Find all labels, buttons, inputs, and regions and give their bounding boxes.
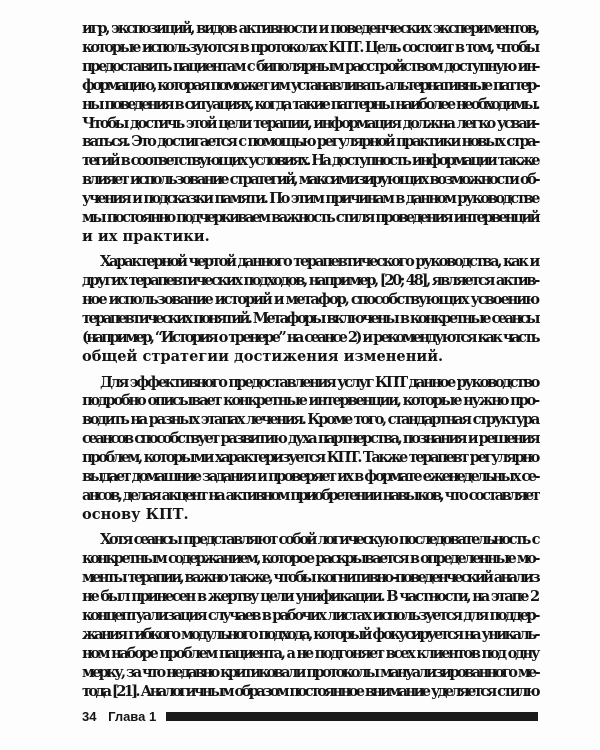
paragraph <box>82 374 538 525</box>
text-line: ном наборе проблем пациента, а не подгоняет всех клиентов под одну <box>82 644 539 662</box>
text-line: терапевтических понятий. Метафоры включены в конкретные сеансы <box>82 310 539 328</box>
chapter-label: Глава 1 <box>108 709 157 724</box>
text-line: других терапевтических подходов, например, [20; 48], является актив- <box>82 272 538 290</box>
text-line: и их практики. <box>82 227 210 245</box>
text-line: ны поведения в ситуациях, когда такие паттерны наиболее необходимы. <box>82 95 539 113</box>
text-line: которые используются в протоколах КПТ. Цель состоит в том, чтобы <box>82 38 539 56</box>
text-line: выдает домашние задания и проверяет их в формате еженедельных се- <box>82 468 538 486</box>
text-line: Чтобы достичь этой цели терапии, информация должна легко усваи- <box>82 114 538 132</box>
text-line: общей стратегии достижения изменений. <box>82 348 444 365</box>
body-text <box>82 20 538 708</box>
text-line: Для эффективного предоставления услуг КПТ данное руководство <box>100 373 539 391</box>
text-line: мы постоянно подчеркиваем важность стиля проведения интервенций <box>82 209 538 227</box>
paragraph <box>82 531 538 701</box>
text-line: менты терапии, важно также, чтобы когнитивно-поведенческий анализ <box>82 569 539 587</box>
text-line: тегий в соответствующих условиях. На доступность информации также <box>82 152 538 170</box>
page-footer <box>82 709 538 725</box>
text-line: основу КПТ. <box>82 505 189 523</box>
text-line: (например, “История о тренере” на сеансе 2) и рекомендуются как часть <box>82 329 539 347</box>
text-line: проблем, которыми характеризуется КПТ. Также терапевт регулярно <box>82 449 538 467</box>
text-line: сеансов способствует развитию духа партнерства, познания и решения <box>82 430 538 448</box>
paragraph <box>82 253 538 366</box>
text-line: ное использование историй и метафор, способствующих усвоению <box>82 291 539 309</box>
text-line: концептуализация случаев в рабочих листах используется для поддер- <box>82 606 538 624</box>
footer-rule <box>166 712 538 721</box>
text-line: влияет использование стратегий, максимизирующих возможности об- <box>82 171 538 189</box>
text-line: конкретным содержанием, которое раскрывается в определенные мо- <box>82 550 539 568</box>
text-line: мерку, за что недавно критиковали протоколы мануализированного ме- <box>82 663 539 681</box>
text-line: Характерной чертой данного терапевтического руководства, как и <box>100 253 538 271</box>
text-line: ваться. Это достигается с помощью регулярной практики новых стра- <box>82 133 539 151</box>
paragraph <box>82 20 538 247</box>
text-line: тода [21]. Аналогичным образом постоянное внимание уделяется стилю <box>82 682 538 700</box>
text-line: предоставить пациентам с биполярным расстройством доступную ин- <box>82 57 538 75</box>
text-line: игр, экспозиций, видов активности и поведенческих экспериментов, <box>82 20 539 37</box>
text-line: водить на разных этапах лечения. Кроме того, стандартная структура <box>82 411 538 429</box>
text-line: подробно описывает конкретные интервенции, которые нужно про- <box>82 392 539 410</box>
text-line: Хотя сеансы представляют собой логическую последовательность с <box>100 531 538 549</box>
page-number: 34 <box>82 709 97 724</box>
text-line: жания гибкого модульного подхода, который фокусируется на уникаль- <box>82 625 538 643</box>
text-line: учения и подсказки памяти. По этим причинам в данном руководстве <box>82 190 539 208</box>
text-line: формацию, которая поможет им устанавливать альтернативные паттер- <box>82 76 538 94</box>
text-line: ансов, делая акцент на активном приобретении навыков, что составляет <box>82 486 539 504</box>
text-line: не был принесен в жертву цели унификации. В частности, на этапе 2 <box>82 588 538 606</box>
